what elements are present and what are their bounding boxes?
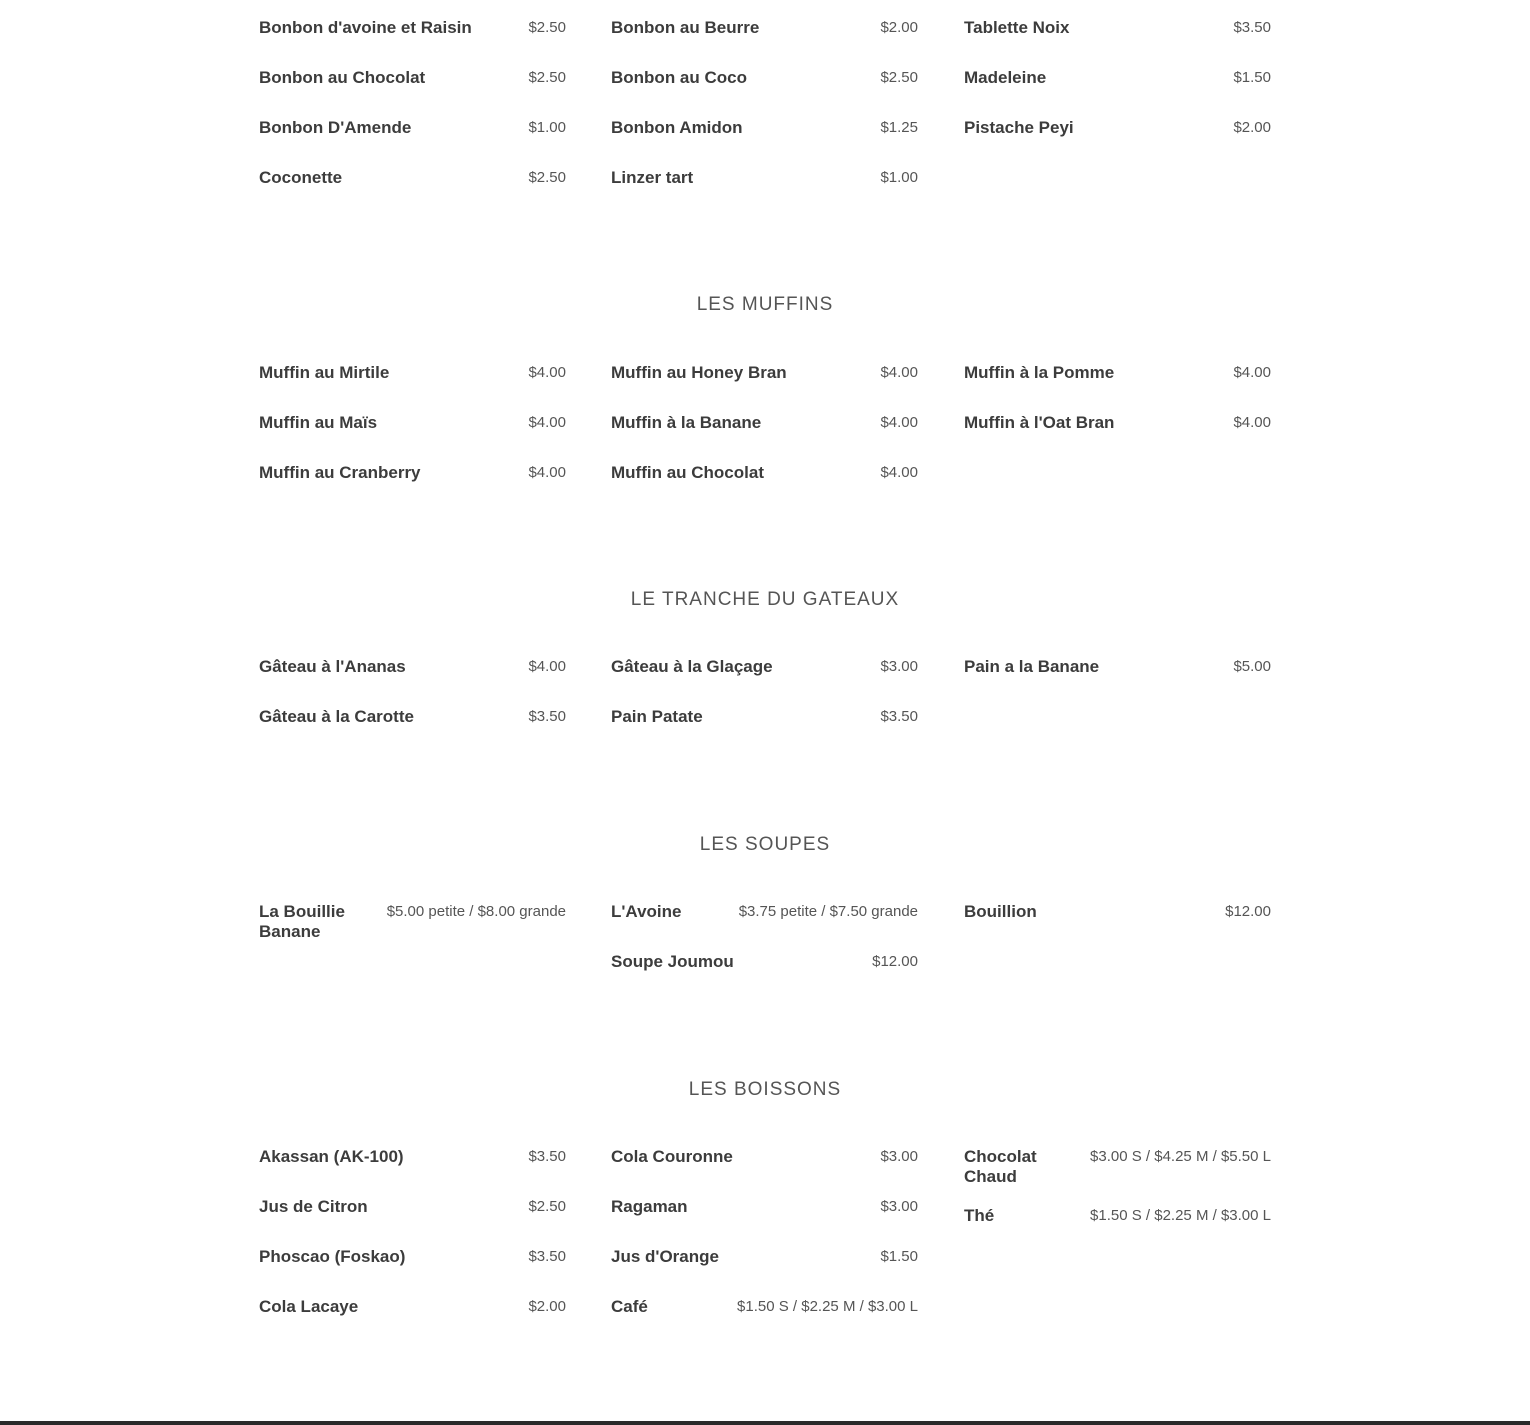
item-price: $2.00 bbox=[880, 19, 918, 36]
menu-item bbox=[259, 1147, 566, 1167]
item-name: Muffin au Cranberry bbox=[259, 463, 421, 482]
item-name: Thé bbox=[964, 1206, 995, 1225]
item-name: Muffin au Honey Bran bbox=[611, 363, 787, 382]
item-price: $3.00 S / $4.25 M / $5.50 L bbox=[1090, 1148, 1271, 1165]
item-price: $1.50 S / $2.25 M / $3.00 L bbox=[737, 1298, 918, 1315]
item-price: $2.00 bbox=[528, 1298, 566, 1315]
menu-column bbox=[611, 902, 918, 1002]
item-name: Muffin à la Banane bbox=[611, 413, 762, 432]
item-price: $1.50 bbox=[1233, 69, 1271, 86]
menu-column bbox=[611, 657, 918, 757]
menu-item bbox=[611, 68, 918, 88]
menu-column bbox=[259, 1147, 566, 1347]
menu-column bbox=[259, 902, 566, 972]
item-price: $2.50 bbox=[880, 69, 918, 86]
menu-item bbox=[611, 1247, 918, 1267]
menu-item bbox=[259, 68, 566, 88]
menu-item bbox=[611, 1147, 918, 1167]
menu-item bbox=[964, 18, 1271, 38]
item-price: $3.50 bbox=[880, 708, 918, 725]
menu-item bbox=[964, 118, 1271, 138]
section-title: LES MUFFINS bbox=[696, 294, 834, 315]
menu-column bbox=[259, 657, 566, 757]
item-name: Muffin au Chocolat bbox=[611, 463, 764, 482]
item-price: $3.50 bbox=[528, 1148, 566, 1165]
item-name: Bonbon Amidon bbox=[611, 118, 743, 137]
menu-item bbox=[259, 463, 566, 483]
menu-column bbox=[964, 18, 1271, 168]
item-price: $4.00 bbox=[528, 658, 566, 675]
item-name: Bouillion bbox=[964, 902, 1037, 921]
section-title: LES BOISSONS bbox=[688, 1079, 842, 1100]
item-name: Bonbon au Chocolat bbox=[259, 68, 426, 87]
item-name: Phoscao (Foskao) bbox=[259, 1247, 406, 1266]
menu-item bbox=[964, 363, 1271, 383]
item-price: $1.25 bbox=[880, 119, 918, 136]
menu-item bbox=[964, 413, 1271, 433]
item-name: Jus d'Orange bbox=[611, 1247, 719, 1266]
item-price: $5.00 bbox=[1233, 658, 1271, 675]
item-price: $3.00 bbox=[880, 1198, 918, 1215]
item-price: $3.00 bbox=[880, 1148, 918, 1165]
item-name: Linzer tart bbox=[611, 168, 694, 187]
menu-column bbox=[611, 363, 918, 513]
menu-item bbox=[611, 363, 918, 383]
menu-item bbox=[964, 68, 1271, 88]
item-name: Pistache Peyi bbox=[964, 118, 1074, 137]
item-name: Tablette Noix bbox=[964, 18, 1070, 37]
item-price: $4.00 bbox=[880, 364, 918, 381]
item-price: $2.50 bbox=[528, 169, 566, 186]
item-name: Gâteau à l'Ananas bbox=[259, 657, 406, 676]
menu-item bbox=[259, 1197, 566, 1217]
menu-item bbox=[259, 657, 566, 677]
item-price: $4.00 bbox=[1233, 364, 1271, 381]
menu-item bbox=[611, 168, 918, 188]
menu-item bbox=[611, 657, 918, 677]
menu-item bbox=[611, 707, 918, 727]
menu-item bbox=[259, 1247, 566, 1267]
item-price: $3.00 bbox=[880, 658, 918, 675]
item-name: Cola Lacaye bbox=[259, 1297, 359, 1316]
item-name: Chocolat Chaud bbox=[964, 1147, 1037, 1186]
item-name: Muffin à la Pomme bbox=[964, 363, 1115, 382]
menu-column bbox=[964, 1147, 1271, 1256]
item-name: Cola Couronne bbox=[611, 1147, 733, 1166]
item-name: Gâteau à la Glaçage bbox=[611, 657, 773, 676]
item-price: $3.50 bbox=[528, 708, 566, 725]
menu-item bbox=[611, 952, 918, 972]
menu-column bbox=[964, 363, 1271, 463]
item-price: $3.75 petite / $7.50 grande bbox=[738, 903, 918, 920]
item-price: $1.50 bbox=[880, 1248, 918, 1265]
menu-item bbox=[611, 18, 918, 38]
item-name: Muffin au Mirtile bbox=[259, 363, 390, 382]
item-price: $2.50 bbox=[528, 1198, 566, 1215]
menu-item bbox=[964, 1147, 1271, 1187]
menu-item bbox=[259, 1297, 566, 1317]
item-name: Akassan (AK-100) bbox=[259, 1147, 404, 1166]
menu-column bbox=[611, 18, 918, 218]
menu-item bbox=[259, 707, 566, 727]
item-price: $2.00 bbox=[1233, 119, 1271, 136]
item-name: Soupe Joumou bbox=[611, 952, 734, 971]
menu-column bbox=[964, 902, 1271, 952]
item-name: L'Avoine bbox=[611, 902, 682, 921]
section-title: LES SOUPES bbox=[699, 834, 831, 855]
item-price: $4.00 bbox=[528, 464, 566, 481]
menu-column bbox=[964, 657, 1271, 707]
menu-column bbox=[259, 363, 566, 513]
menu-column bbox=[611, 1147, 918, 1347]
item-name: Ragaman bbox=[611, 1197, 688, 1216]
menu-item bbox=[259, 363, 566, 383]
item-price: $12.00 bbox=[872, 953, 918, 970]
item-price: $4.00 bbox=[528, 364, 566, 381]
item-name: Pain Patate bbox=[611, 707, 703, 726]
item-price: $4.00 bbox=[880, 464, 918, 481]
menu-item bbox=[259, 18, 566, 38]
item-name: Bonbon au Beurre bbox=[611, 18, 760, 37]
item-price: $5.00 petite / $8.00 grande bbox=[386, 903, 566, 920]
menu-item bbox=[611, 1197, 918, 1217]
item-price: $1.00 bbox=[528, 119, 566, 136]
section-title: LE TRANCHE DU GATEAUX bbox=[630, 589, 900, 610]
item-price: $1.50 S / $2.25 M / $3.00 L bbox=[1090, 1207, 1271, 1224]
menu-item bbox=[611, 118, 918, 138]
item-price: $3.50 bbox=[528, 1248, 566, 1265]
item-name: Bonbon d'avoine et Raisin bbox=[259, 18, 472, 37]
item-price: $1.00 bbox=[880, 169, 918, 186]
item-price: $4.00 bbox=[528, 414, 566, 431]
menu-item bbox=[259, 902, 566, 942]
item-name: Muffin au Maïs bbox=[259, 413, 378, 432]
item-name: Muffin à l'Oat Bran bbox=[964, 413, 1115, 432]
footer-divider bbox=[0, 1421, 1530, 1425]
menu-item bbox=[259, 118, 566, 138]
menu-item bbox=[611, 1297, 918, 1317]
item-name: Gâteau à la Carotte bbox=[259, 707, 414, 726]
item-price: $4.00 bbox=[880, 414, 918, 431]
menu-item bbox=[259, 413, 566, 433]
item-name: Bonbon au Coco bbox=[611, 68, 747, 87]
item-name: La Bouillie Banane bbox=[259, 902, 345, 941]
item-name: Madeleine bbox=[964, 68, 1047, 87]
item-name: Bonbon D'Amende bbox=[259, 118, 412, 137]
item-name: Jus de Citron bbox=[259, 1197, 368, 1216]
item-price: $2.50 bbox=[528, 19, 566, 36]
item-name: Café bbox=[611, 1297, 648, 1316]
menu-item bbox=[964, 902, 1271, 922]
item-name: Coconette bbox=[259, 168, 343, 187]
item-price: $2.50 bbox=[528, 69, 566, 86]
menu-item bbox=[964, 1206, 1271, 1226]
item-name: Pain a la Banane bbox=[964, 657, 1100, 676]
menu-item bbox=[611, 413, 918, 433]
item-price: $3.50 bbox=[1233, 19, 1271, 36]
menu-column bbox=[259, 18, 566, 218]
menu-item bbox=[964, 657, 1271, 677]
item-price: $4.00 bbox=[1233, 414, 1271, 431]
item-price: $12.00 bbox=[1225, 903, 1271, 920]
menu-item bbox=[611, 902, 918, 922]
menu-item bbox=[611, 463, 918, 483]
menu-item bbox=[259, 168, 566, 188]
